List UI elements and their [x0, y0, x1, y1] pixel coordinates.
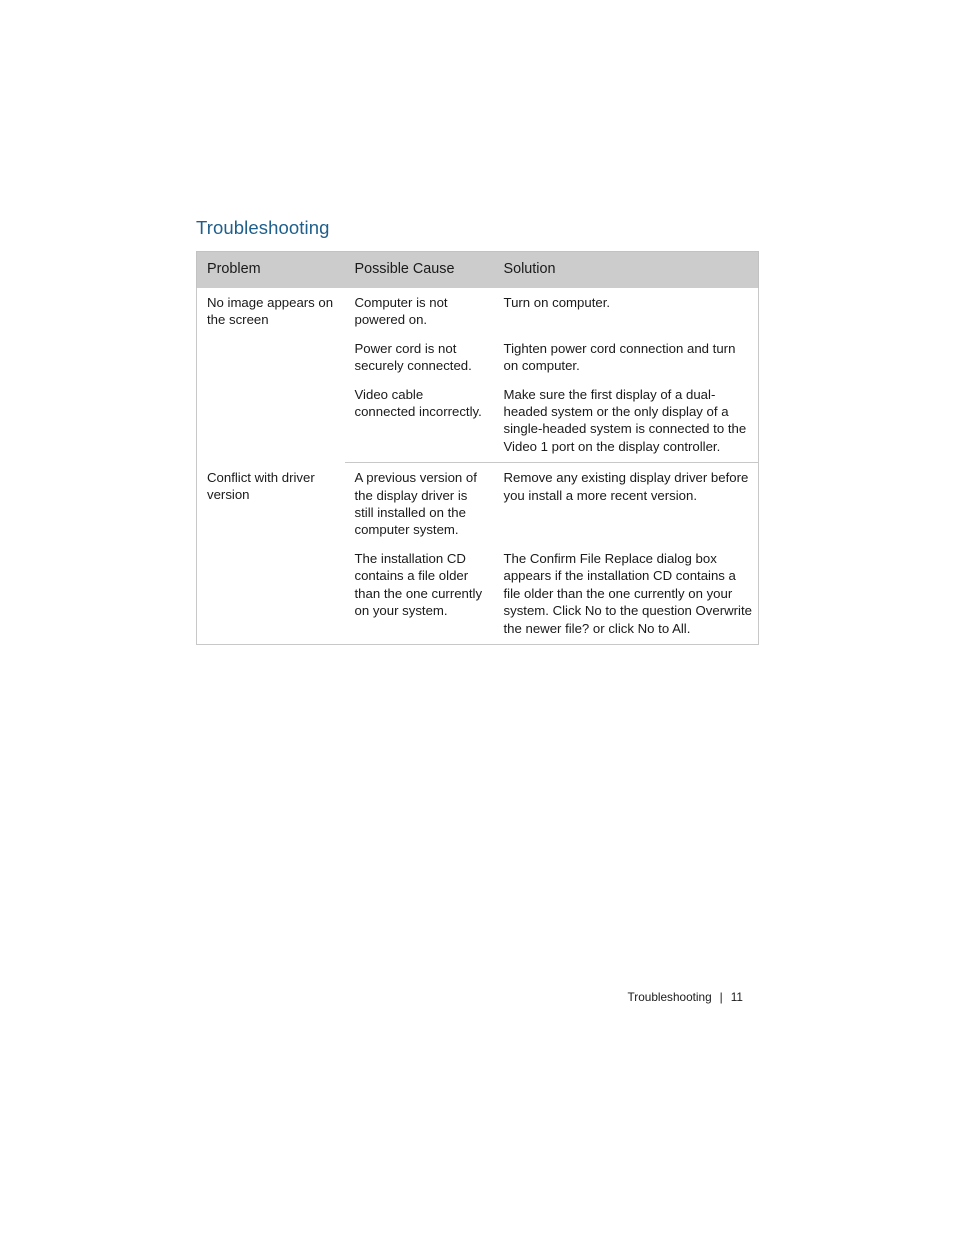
solution-cell: Remove any existing display driver before you install a more recent version.	[494, 463, 759, 539]
problem-cell: Conflict with driver version	[197, 463, 345, 645]
solution-cell: Tighten power cord connection and turn on computer.	[494, 329, 759, 375]
table-row	[197, 288, 759, 329]
cause-cell: Video cable connected incorrectly.	[345, 375, 494, 463]
solution-cell: Turn on computer.	[494, 288, 759, 329]
page-number: 11	[730, 990, 743, 1004]
header-possible-cause: Possible Cause	[345, 252, 494, 289]
solution-cell: The Confirm File Replace dialog box appears if the installation CD contains a file older than the one currently on your system. Click No to the question Overwrite the newer file? or click No to All.	[494, 539, 759, 645]
table-header-row	[197, 252, 759, 289]
page-footer	[628, 990, 744, 1004]
cause-cell: Computer is not powered on.	[354, 295, 448, 328]
table-row	[197, 463, 759, 539]
solution-cell: Make sure the first display of a dual-headed system or the only display of a single-headed system is connected to the Video 1 port on the display controller.	[494, 375, 759, 463]
header-problem: Problem	[197, 252, 345, 289]
header-solution: Solution	[494, 252, 759, 289]
footer-separator: |	[719, 990, 723, 1004]
cause-cell: Power cord is not securely connected.	[354, 340, 472, 374]
page-title: Troubleshooting	[196, 217, 330, 238]
problem-cell: No image appears on the screen	[197, 288, 345, 463]
troubleshooting-table	[196, 251, 759, 645]
cause-cell: The installation CD contains a file older than the one currently on your system.	[345, 539, 494, 645]
footer-section-name: Troubleshooting	[627, 990, 712, 1004]
cause-cell: A previous version of the display driver is still installed on the computer system.	[354, 470, 477, 538]
